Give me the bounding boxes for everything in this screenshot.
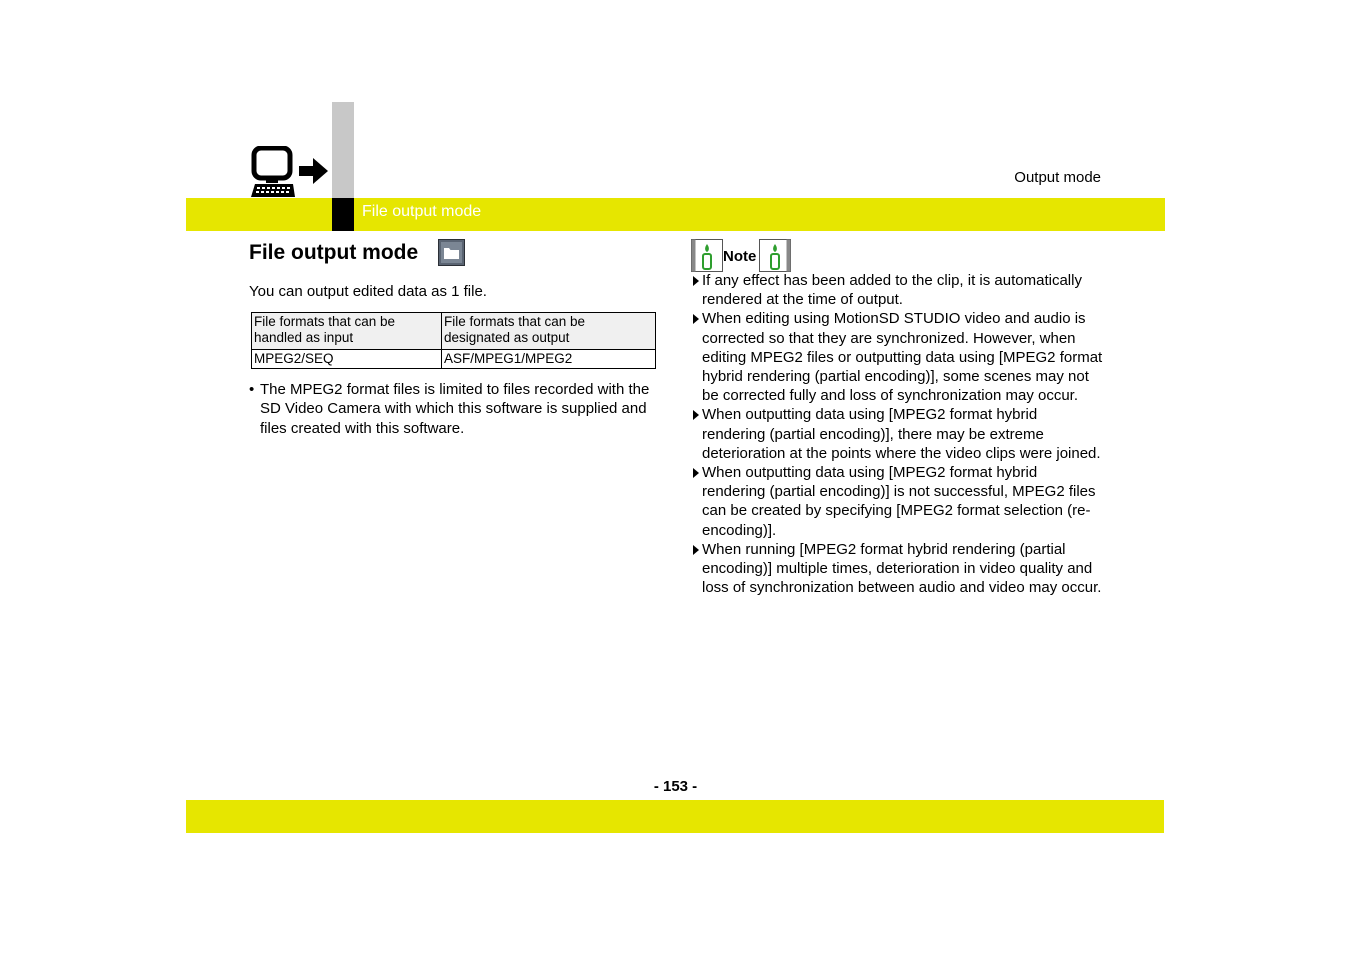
section-label: Output mode bbox=[1014, 169, 1101, 186]
note-item-text: When outputting data using [MPEG2 format hybrid rendering (partial encoding)] is not successful, MPEG2 files can be created by specifying [MPEG2 format selection (re-encoding)]. bbox=[702, 464, 1096, 539]
table-cell-output: ASF/MPEG1/MPEG2 bbox=[442, 350, 656, 369]
bullet-text: The MPEG2 format files is limited to files recorded with the SD Video Camera with which this software is supplied and files created with this software. bbox=[260, 381, 650, 437]
note-item bbox=[691, 271, 1103, 309]
note-item bbox=[691, 540, 1103, 598]
triangle-bullet-icon bbox=[693, 276, 699, 286]
note-item-text: When running [MPEG2 format hybrid rendering (partial encoding)] multiple times, deterioration in video quality and loss of synchronization between audio and video may occur. bbox=[702, 540, 1102, 597]
candle-icon bbox=[759, 239, 791, 272]
triangle-bullet-icon bbox=[693, 545, 699, 555]
pc-output-icon bbox=[249, 146, 331, 198]
note-item-text: When outputting data using [MPEG2 format hybrid rendering (partial encoding)], there may be extreme deterioration at the points where the video clips were joined. bbox=[702, 406, 1101, 462]
table-cell-input: MPEG2/SEQ bbox=[252, 350, 442, 369]
header-tab bbox=[332, 198, 354, 231]
table-header-row bbox=[252, 313, 656, 350]
page-title: File output mode bbox=[249, 241, 419, 264]
note-item bbox=[691, 405, 1103, 463]
note-item-text: When editing using MotionSD STUDIO video and audio is corrected so that they are synchronized. However, when editing MPEG2 files or outputting data using [MPEG2 format hybrid rendering (partial encoding)], some scenes may not be corrected fully and loss of synchronization may occur. bbox=[702, 310, 1103, 405]
intro-text: You can output edited data as 1 file. bbox=[249, 283, 487, 300]
header-accent-bar bbox=[332, 102, 354, 198]
note-item bbox=[691, 463, 1103, 540]
band-title: File output mode bbox=[362, 203, 482, 220]
table-header-input: File formats that can be handled as input bbox=[252, 313, 442, 350]
page-number: - 153 - bbox=[653, 778, 698, 795]
bullet-note bbox=[249, 380, 659, 438]
triangle-bullet-icon bbox=[693, 410, 699, 420]
triangle-bullet-icon bbox=[693, 314, 699, 324]
triangle-bullet-icon bbox=[693, 468, 699, 478]
table-header-output: File formats that can be designated as output bbox=[442, 313, 656, 350]
bullet-dot: • bbox=[249, 381, 255, 398]
note-item-text: If any effect has been added to the clip, it is automatically rendered at the time of output. bbox=[702, 272, 1082, 309]
table-row bbox=[252, 350, 656, 369]
formats-table bbox=[251, 312, 656, 369]
note-list bbox=[691, 271, 1103, 597]
candle-icon bbox=[691, 239, 723, 272]
note-label: Note bbox=[723, 248, 757, 265]
folder-icon bbox=[438, 239, 465, 266]
footer-band bbox=[186, 800, 1164, 833]
note-item bbox=[691, 309, 1103, 405]
